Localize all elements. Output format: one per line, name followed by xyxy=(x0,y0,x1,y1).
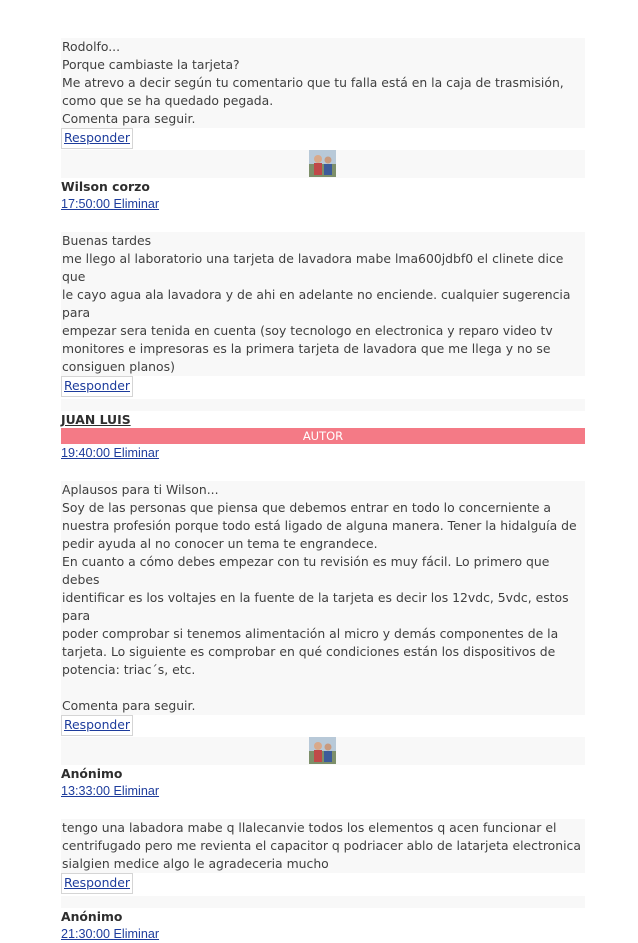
avatar-row xyxy=(61,737,585,765)
delete-link[interactable]: Eliminar xyxy=(113,927,160,941)
comment-meta xyxy=(61,195,585,213)
timestamp-link[interactable]: 21:30:00 xyxy=(61,927,111,941)
timestamp-link[interactable]: 19:40:00 xyxy=(61,446,111,460)
comment xyxy=(61,399,585,737)
comment-meta xyxy=(61,444,585,462)
comment-separator xyxy=(61,896,585,908)
avatar-row xyxy=(61,150,585,178)
reply-button[interactable]: Responder xyxy=(61,128,133,149)
comment-author[interactable]: Anónimo xyxy=(61,766,123,781)
comment-author[interactable]: JUAN LUIS xyxy=(61,412,131,427)
comment-meta xyxy=(61,925,585,943)
comment-body: Buenas tardes me llego al laboratorio una tarjeta de lavadora mabe lma600jdbf0 el clinete dice que le cayo agua ala lavadora y de ahi en adelante no enciende. cualquier sugerencia para empezar sera tenida en cuenta (soy tecnologo en electronica y reparo video tv monitores e impresoras es la primera tarjeta de lavadora que me llega y no se consiguen planos) xyxy=(61,232,585,376)
author-badge: AUTOR xyxy=(61,428,585,444)
comment xyxy=(61,150,585,398)
reply-button[interactable]: Responder xyxy=(61,715,133,736)
timestamp-link[interactable]: 13:33:00 xyxy=(61,784,111,798)
delete-link[interactable]: Eliminar xyxy=(113,784,160,798)
comment-body: tengo una labadora mabe q llalecanvie todos los elementos q acen funcionar el centrifugado pero me revienta el capacitor q podriacer ablo de latarjeta electronica sialgien medice algo le agradeceria mucho xyxy=(61,819,585,873)
comment xyxy=(61,896,585,943)
reply-button[interactable]: Responder xyxy=(61,376,133,397)
comment-body: Rodolfo... Porque cambiaste la tarjeta? Me atrevo a decir según tu comentario que tu falla está en la caja de trasmisión, como que se ha quedado pegada. Comenta para seguir. xyxy=(61,38,585,128)
delete-link[interactable]: Eliminar xyxy=(113,446,160,460)
user-avatar-icon[interactable] xyxy=(309,150,336,177)
comment-meta xyxy=(61,782,585,800)
comment-separator xyxy=(61,399,585,411)
comment-body: Aplausos para ti Wilson... Soy de las personas que piensa que debemos entrar en todo lo concerniente a nuestra profesión porque todo está ligado de alguna manera. Tener la hidalguía de pedir ayuda al no conocer un tema te engrandece. En cuanto a cómo debes empezar con tu revisión es muy fácil. Lo primero que debes identificar es los voltajes en la fuente de la tarjeta es decir los 12vdc, 5vdc, estos para poder comprobar si tenemos alimentación al micro y demás componentes de la tarjeta. Lo siguiente es comprobar en qué condiciones están los dispositivos de potencia: triac´s, etc. Comenta para seguir. xyxy=(61,481,585,715)
comment-thread xyxy=(61,38,585,943)
comment-author[interactable]: Wilson corzo xyxy=(61,179,150,194)
reply-button[interactable]: Responder xyxy=(61,873,133,894)
comment xyxy=(61,38,585,150)
user-avatar-icon[interactable] xyxy=(309,737,336,764)
comment-author[interactable]: Anónimo xyxy=(61,909,123,924)
timestamp-link[interactable]: 17:50:00 xyxy=(61,197,111,211)
comment xyxy=(61,737,585,895)
delete-link[interactable]: Eliminar xyxy=(113,197,160,211)
